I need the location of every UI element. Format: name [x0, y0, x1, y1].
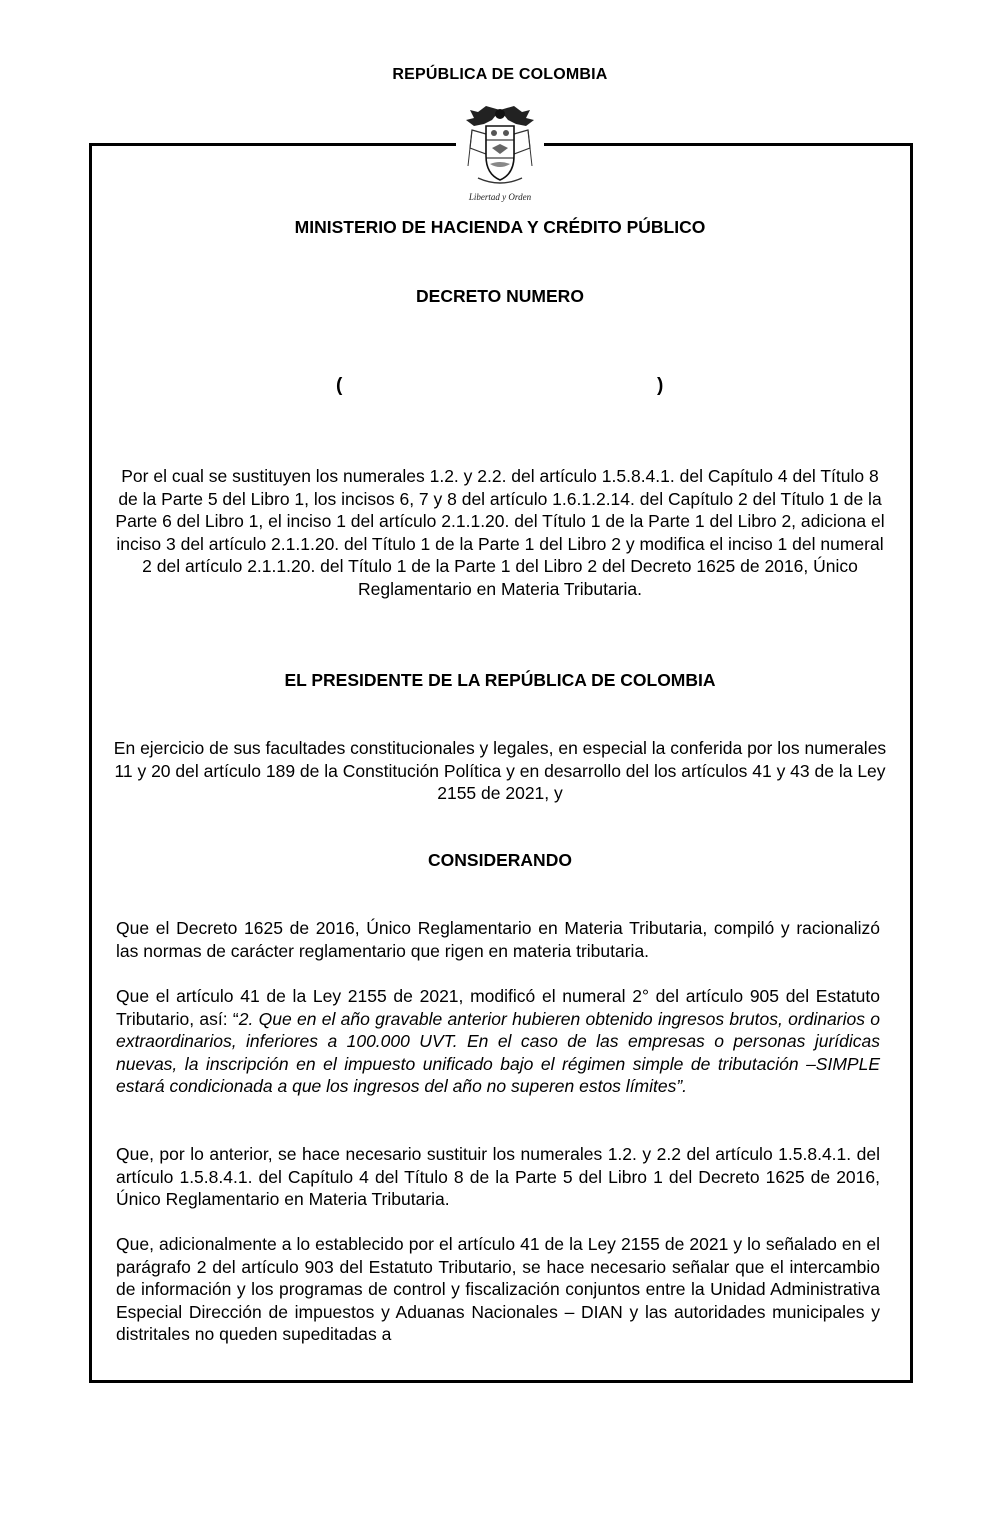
- paragraph-4: Que, adicionalmente a lo establecido por el artículo 41 de la Ley 2155 de 2021 y lo señalado en el parágrafo 2 del artículo 903 del Estatuto Tributario, se hace necesario señalar que el intercambio de información y los programas de control y fiscalización conjuntos entre la Unidad Administrativa Especial Dirección de impuestos y Aduanas Nacionales – DIAN y las autoridades municipales y distritales no queden supeditadas a: [116, 1234, 880, 1345]
- ministry-heading: MINISTERIO DE HACIENDA Y CRÉDITO PÚBLICO: [294, 217, 706, 237]
- paragraph-2-quote: 2. Que en el año gravable anterior hubieren obtenido ingresos brutos, ordinarios o extraordinarios, inferiores a 100.000 UVT. En el caso de las empresas o personas jurídicas nuevas, la inscripción en el impuesto unificado bajo el régimen simple de tributación –SIMPLE estará condicionada a que los ingresos del año no superen estos límites”.: [116, 1008, 881, 1097]
- seal-motto: Libertad y Orden: [468, 192, 532, 202]
- decree-subject: Por el cual se sustituyen los numerales 1.2. y 2.2. del artículo 1.5.8.4.1. del Capítulo 4 del Título 8 de la Parte 5 del Libro 1, los incisos 6, 7 y 8 del artículo 1.6.1.2.14. del Capítulo 2 del Título 1 de la Parte 6 del Libro 1, el inciso 1 del artículo 2.1.1.20. del Título 1 de la Parte 1 del Libro 2, adiciona el inciso 3 del artículo 2.1.1.20. del Título 1 de la Parte 1 del Libro 2 y modifica el inciso 1 del numeral 2 del artículo 2.1.1.20. del Título 1 de la Parte 1 del Libro 2 del Decreto 1625 de 2016, Único Reglamentario en Materia Tributaria.: [115, 466, 885, 599]
- republic-heading: REPÚBLICA DE COLOMBIA: [392, 66, 608, 83]
- decree-open-paren: (: [336, 375, 343, 396]
- considering-heading: CONSIDERANDO: [428, 850, 572, 870]
- president-heading: EL PRESIDENTE DE LA REPÚBLICA DE COLOMBIA: [284, 670, 716, 690]
- paragraph-1: Que el Decreto 1625 de 2016, Único Reglamentario en Materia Tributaria, compiló y racionalizó las normas de carácter reglamentario que rigen en materia tributaria.: [116, 918, 880, 961]
- powers-paragraph: En ejercicio de sus facultades constitucionales y legales, en especial la conferida por los numerales 11 y 20 del artículo 189 de la Constitución Política y en desarrollo del los artículos 41 y 43 de la Ley 2155 de 2021, y: [113, 738, 887, 804]
- coat-of-arms-icon: [456, 104, 544, 192]
- coat-of-arms-seal: [456, 104, 544, 208]
- paragraph-3: Que, por lo anterior, se hace necesario sustituir los numerales 1.2. y 2.2 del artículo 1.5.8.4.1. del artículo 1.5.8.4.1. del Capítulo 4 del Título 8 de la Parte 5 del Libro 1 del Decreto 1625 de 2016, Único Reglamentario en Materia Tributaria.: [116, 1144, 880, 1210]
- decree-close-paren: ): [657, 375, 664, 396]
- paragraph-2-intro: Que el artículo 41 de la Ley 2155 de 2021, modificó el numeral 2° del artículo 905 del Estatuto Tributario, así: “: [116, 986, 880, 1029]
- decree-number-label: DECRETO NUMERO: [416, 286, 584, 306]
- paragraph-2: [116, 985, 880, 1098]
